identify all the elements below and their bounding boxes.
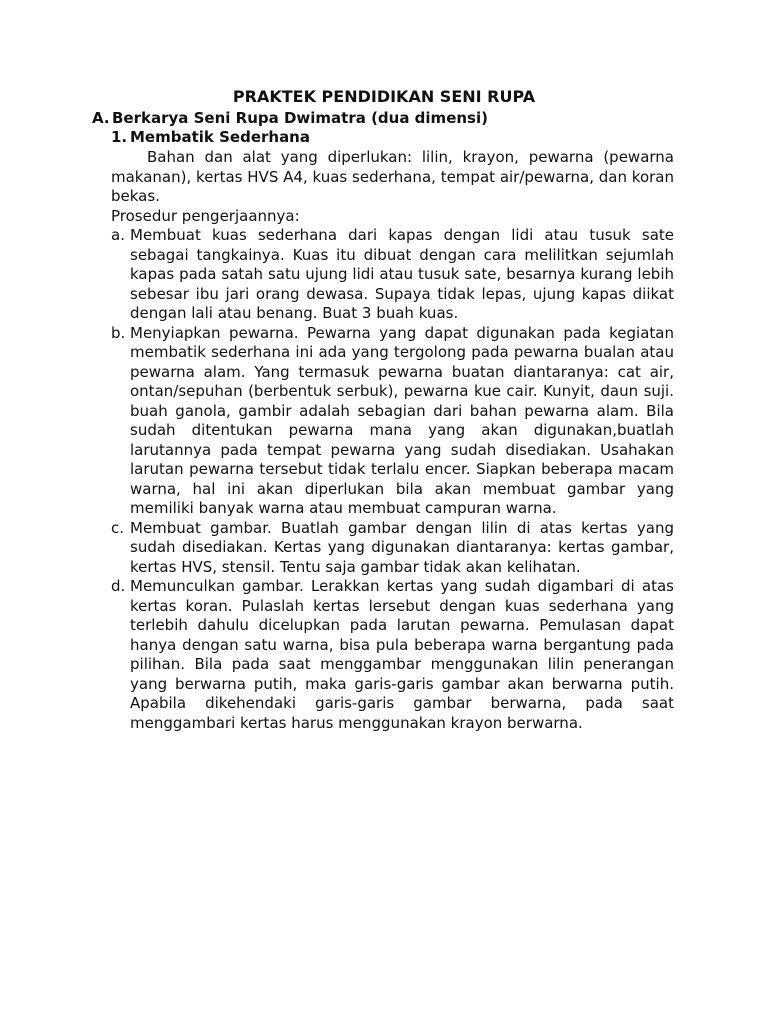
list-item-text: Membuat gambar. Buatlah gambar dengan lilin di atas kertas yang sudah disediakan. Kertas yang digunakan diantaranya: kertas gambar, kertas HVS, stensil. Tentu saja gambar tidak akan kelihatan. — [130, 518, 674, 576]
intro-paragraph: Bahan dan alat yang diperlukan: lilin, krayon, pewarna (pewarna makanan), kertas HVS A4, kuas sederhana, tempat air/pewarna, dan koran bekas. — [111, 148, 674, 205]
list-item-marker: b. — [111, 323, 126, 342]
list-item-marker: a. — [111, 226, 125, 244]
section-marker: A. — [92, 109, 110, 127]
list-item — [111, 577, 674, 733]
list-item-text: Menyiapkan pewarna. Pewarna yang dapat digunakan pada kegiatan membatik sederhana ini ada yang tergolong pada pewarna bualan atau pewarna alam. Yang termasuk pewarna buatan diantaranya: cat air, ontan/sepuhan (berbentuk serbuk), pewarna kue cair. Kunyit, daun suji. buah ganola, gambir adalah sebagian dari bahan pewarna alam. Bila sudah ditentukan pewarna mana yang akan digunakan,buatlah larutannya pada tempat pewarna yang sudah disediakan. Usahakan larutan pewarna tersebut tidak terlalu encer. Siapkan beberapa macam warna, hal ini akan diperlukan bila akan membuat gambar yang memiliki banyak warna atau membuat campuran warna. — [130, 323, 674, 517]
list-item — [111, 226, 674, 324]
procedure-label: Prosedur pengerjaannya: — [111, 206, 300, 225]
section-heading-text: Berkarya Seni Rupa Dwimatra (dua dimensi) — [112, 109, 488, 127]
list-item-text: Memunculkan gambar. Lerakkan kertas yang sudah digambari di atas kertas koran. Pulaslah kertas lersebut dengan kuas sederhana yang terlebih dahulu dicelupkan pada larutan pewarna. Pemulasan dapat hanya dengan satu warna, bisa pula beberapa warna bergantung pada pilihan. Bila pada saat menggambar menggunakan lilin penerangan yang berwarna putih, maka garis-garis gambar akan berwarna putih. Apabila dikehendaki garis-garis gambar berwarna, pada saat menggambari kertas harus menggunakan krayon berwarna. — [130, 577, 674, 732]
document-title: PRAKTEK PENDIDIKAN SENI RUPA — [232, 87, 536, 106]
subsection-marker: 1. — [111, 128, 128, 146]
document-body — [111, 148, 674, 733]
list-item-marker: d. — [111, 577, 126, 595]
list-item — [111, 519, 674, 578]
subsection-heading — [111, 128, 674, 148]
subsection-heading-text: Membatik Sederhana — [130, 128, 310, 146]
list-item-text: Membuat kuas sederhana dari kapas dengan lidi atau tusuk sate sebagai tangkainya. Kuas itu dibuat dengan cara melilitkan sejumlah kapas pada satah satu ujung lidi atau tusuk sate, besarnya kurang lebih sebesar ibu jari orang dewasa. Supaya tidak lepas, ujung kapas diikat dengan lali atau benang. Buat 3 buah kuas. — [130, 226, 674, 322]
procedure-list — [111, 226, 674, 733]
list-item — [111, 324, 674, 519]
section-heading — [92, 109, 674, 129]
list-item-marker: c. — [111, 518, 125, 537]
